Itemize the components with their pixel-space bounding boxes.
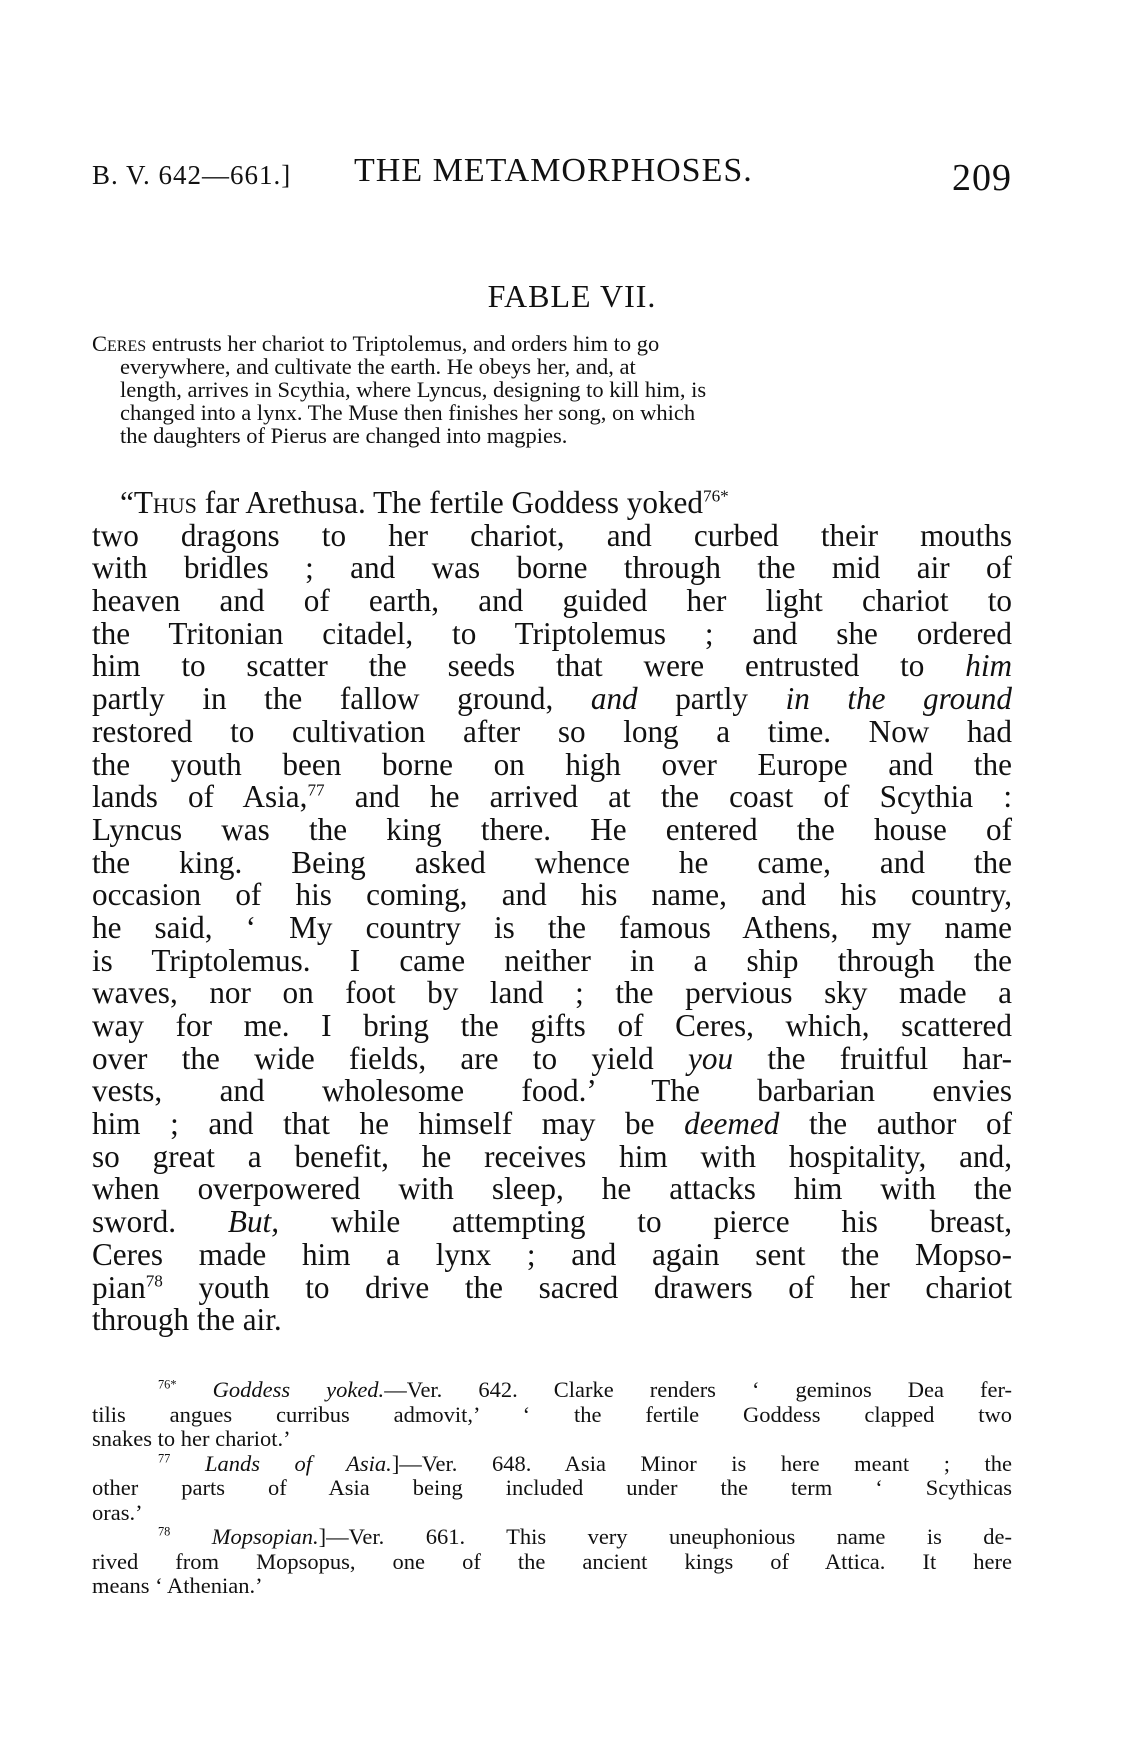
body-line: through the air.	[92, 1302, 282, 1338]
argument-line: length, arrives in Scythia, where Lyncus, designing to kill him, is	[120, 377, 707, 402]
footnote-mark: 77	[158, 1451, 171, 1465]
body-line: vests, and wholesome food.’ The barbarian envies	[92, 1073, 1012, 1109]
body-line: is Triptolemus. I came neither in a ship through the	[92, 942, 1012, 978]
footnote-ref-77: 77	[307, 780, 325, 800]
footnote-76: $^{76*}$ Goddess yoked.—Ver. 642. Clarke renders ‘ geminos Dea fer-	[158, 1377, 1013, 1402]
body-line: heaven and of earth, and guided her light chariot to	[92, 583, 1012, 619]
argument-line: changed into a lynx. The Muse then finishes her song, on which	[120, 400, 696, 425]
opening-word: “Thus	[120, 485, 197, 520]
fable-title: FABLE VII.	[487, 278, 657, 314]
footnote-mark: 76*	[158, 1377, 177, 1392]
body-line: the youth been borne on high over Europe and the	[92, 746, 1012, 782]
body-line: when overpowered with sleep, he attacks him with the	[92, 1171, 1012, 1207]
running-title: THE METAMORPHOSES.	[354, 152, 753, 189]
body-line: him ; and that he himself may be deemed the author of	[92, 1106, 1012, 1142]
body-line: with bridles ; and was borne through the mid air of	[92, 550, 1012, 586]
footnote-line: oras.’	[92, 1499, 143, 1525]
body-text	[92, 487, 1012, 1337]
body-line: restored to cultivation after so long a time. Now had	[92, 713, 1012, 749]
footnote-line: snakes to her chariot.’	[92, 1426, 291, 1451]
body-line: over the wide fields, are to yield you the fruitful har-	[92, 1040, 1012, 1076]
body-line: way for me. I bring the gifts of Ceres, which, scattered	[92, 1008, 1012, 1043]
footnote-line: other parts of Asia being included under the term ‘ Scythicas	[92, 1475, 1012, 1500]
body-line: two dragons to her chariot, and curbed their mouths	[92, 517, 1012, 553]
footnote-ref-76: 76*	[702, 486, 729, 506]
footnote-line: means ‘ Athenian.’	[92, 1573, 263, 1598]
book-verse-reference: B. V. 642—661.]	[92, 160, 292, 190]
body-line: pian$^{78}$ youth to drive the sacred drawers of her chariot	[92, 1269, 1012, 1305]
body-line: so great a benefit, he receives him with hospitality, and,	[92, 1138, 1012, 1174]
running-header	[92, 148, 1012, 198]
body-line: sword. But, while attempting to pierce his breast,	[92, 1204, 1013, 1240]
footnote-78: $^{78}$ Mopsopian.]—Ver. 661. This very uneuphonious name is de-	[158, 1524, 1012, 1549]
body-line: he said, ‘ My country is the famous Athens, my name	[92, 909, 1012, 945]
body-line: lands of Asia,$^{77}$ and he arrived at the coast of Scythia :	[92, 779, 1013, 815]
footnotes	[92, 1378, 1012, 1599]
body-line: the king. Being asked whence he came, and the	[92, 844, 1012, 880]
body-line: waves, nor on foot by land ; the pervious sky made a	[92, 975, 1012, 1011]
fable-argument	[92, 332, 1012, 447]
argument-first-word: Ceres	[92, 331, 147, 356]
body-line: “Thus far Arethusa. The fertile Goddess yoked$^{76*}$	[120, 485, 729, 520]
footnote-mark: 78	[158, 1524, 171, 1539]
footnote-line: tilis angues curribus admovit,’ ‘ the fertile Goddess clapped two	[92, 1401, 1012, 1427]
body-line: occasion of his coming, and his name, and his country,	[92, 877, 1012, 913]
body-line: the Tritonian citadel, to Triptolemus ; and she ordered	[92, 615, 1012, 651]
page-number: 209	[952, 157, 1012, 199]
footnote-line: rived from Mopsopus, one of the ancient kings of Attica. It here	[92, 1548, 1012, 1574]
footnote-ref-78: 78	[145, 1271, 163, 1291]
argument-line: Ceres entrusts her chariot to Triptolemus, and orders him to go	[92, 331, 660, 356]
footnote-77: $^{77}$ Lands of Asia.]—Ver. 648. Asia Minor is here meant ; the	[158, 1450, 1012, 1476]
body-line: him to scatter the seeds that were entrusted to him	[92, 648, 1012, 684]
argument-line: the daughters of Pierus are changed into magpies.	[120, 423, 568, 448]
body-line: Lyncus was the king there. He entered the house of	[92, 811, 1012, 847]
body-line: Ceres made him a lynx ; and again sent the Mopso-	[92, 1236, 1012, 1272]
body-line: partly in the fallow ground, and partly in the ground	[92, 681, 1012, 717]
argument-line: everywhere, and cultivate the earth. He obeys her, and, at	[120, 354, 636, 379]
